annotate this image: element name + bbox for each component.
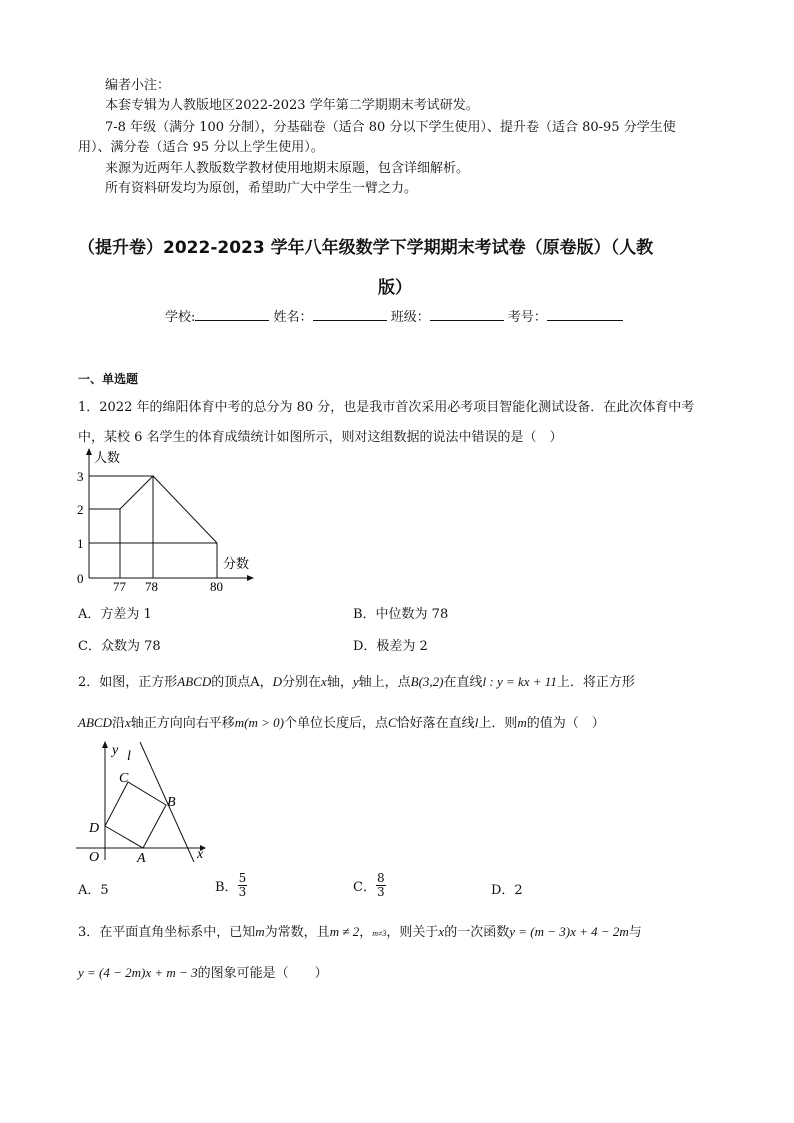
- q2-line-1: 2．如图，正方形ABCD的顶点A，D分别在x轴，y轴上，点B(3,2)在直线l : y = kx + 11上．将正方形: [78, 674, 635, 690]
- school-blank[interactable]: [195, 320, 269, 321]
- section-heading: 一、单选题: [78, 372, 139, 386]
- xtick-77: 77: [113, 579, 126, 594]
- notes-heading: 编者小注：: [105, 78, 171, 93]
- name-blank[interactable]: [313, 320, 387, 321]
- xtick-78: 78: [145, 579, 158, 594]
- notes-line-4: 所有资料研发均为原创，希望助广大中学生一臂之力。: [105, 181, 418, 196]
- fig-label-c: C: [119, 771, 129, 786]
- score-frequency-line: [120, 476, 217, 543]
- paper-title-line-1: （提升卷）2022-2023 学年八年级数学下学期期末考试卷（原卷版）（人教: [78, 238, 654, 258]
- chart-x-label: 分数: [223, 556, 250, 571]
- q2-option-d[interactable]: D．2: [491, 883, 523, 898]
- fig-label-l: l: [127, 749, 131, 764]
- q1-option-c[interactable]: C．众数为 78: [78, 639, 161, 654]
- q2-option-c[interactable]: C． $\frac{8}{3}$: [353, 871, 385, 899]
- chart-origin-label: 0: [77, 571, 84, 586]
- xtick-80: 80: [210, 579, 223, 594]
- q1-line-1: 1．2022 年的绵阳体育中考的总分为 80 分，也是我市首次采用必考项目智能化测试设备．在此次体育中考: [78, 400, 695, 415]
- class-label: 班级：: [390, 310, 430, 325]
- school-label: 学校:: [165, 310, 196, 325]
- fraction-5-3: $\frac{5}{3}$: [238, 871, 247, 899]
- q2-option-b[interactable]: B． $\frac{5}{3}$: [215, 871, 247, 899]
- fig-y-arrow-icon: [102, 741, 108, 748]
- name-label: 姓名：: [273, 310, 313, 325]
- fig-label-x: x: [197, 847, 204, 862]
- q2-option-a[interactable]: A．5: [78, 883, 109, 898]
- fig-square-abcd: [105, 782, 166, 848]
- fraction-8-3: $\frac{8}{3}$: [376, 871, 385, 899]
- q3-line-2: y = (4 − 2m)x + m − 3的图象可能是（ ）: [78, 965, 328, 981]
- chart-y-label: 人数: [94, 450, 121, 465]
- q1-option-a[interactable]: A．方差为 1: [78, 607, 152, 622]
- notes-line-2b: 用）、满分卷（适合 95 分以上学生使用）。: [78, 140, 324, 155]
- q3-line-1: 3．在平面直角坐标系中，已知m为常数，且m ≠ 2，m≠3，则关于x的一次函数y = (m − 3)x + 4 − 2m与: [78, 924, 642, 940]
- fig-label-b: B: [167, 795, 176, 810]
- paper-title-line-2: 版）: [378, 278, 412, 298]
- number-blank[interactable]: [547, 320, 623, 321]
- class-blank[interactable]: [430, 320, 504, 321]
- q1-option-d[interactable]: D．极差为 2: [353, 639, 428, 654]
- notes-line-2a: 7-8 年级（满分 100 分制），分基础卷（适合 80 分以下学生使用）、提升卷（适合 80-95 分学生使: [105, 120, 676, 135]
- ytick-1: 1: [77, 536, 84, 551]
- x-axis-arrow-icon: [247, 575, 254, 581]
- fig-label-d: D: [89, 821, 100, 836]
- q1-score-chart: [70, 448, 260, 596]
- q1-line-2: 中，某校 6 名学生的体育成绩统计如图所示，则对这组数据的说法中错误的是（ ）: [78, 430, 563, 445]
- fig-label-o: O: [89, 850, 100, 865]
- student-info-row: [165, 306, 623, 325]
- y-axis-arrow-icon: [86, 448, 92, 455]
- number-label: 考号：: [507, 310, 547, 325]
- ytick-3: 3: [77, 469, 84, 484]
- q2-line-2: ABCD沿x轴正方向向右平移m(m > 0)个单位长度后，点C恰好落在直线l上．则m的值为（ ）: [78, 715, 605, 731]
- q2-square-figure: [76, 738, 216, 866]
- notes-line-3: 来源为近两年人教版数学教材使用地期末原题，包含详细解析。: [105, 161, 470, 176]
- notes-line-1: 本套专辑为人教版地区2022-2023 学年第二学期期末考试研发。: [105, 98, 479, 113]
- fig-label-y: y: [112, 743, 119, 758]
- fig-label-a: A: [137, 851, 146, 866]
- q1-option-b[interactable]: B．中位数为 78: [353, 607, 449, 622]
- ytick-2: 2: [77, 502, 84, 517]
